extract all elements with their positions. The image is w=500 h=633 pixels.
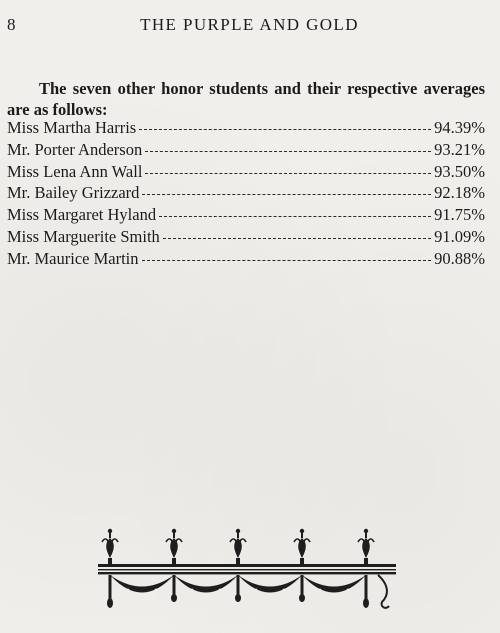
student-name: Mr. Porter Anderson bbox=[7, 139, 143, 159]
finial-icon bbox=[166, 529, 182, 564]
list-item bbox=[7, 140, 485, 162]
garland-ornament-icon bbox=[98, 528, 396, 618]
student-average: 93.50% bbox=[434, 161, 485, 181]
finial-icon bbox=[358, 529, 374, 564]
student-name: Mr. Maurice Martin bbox=[7, 248, 139, 268]
student-average: 90.88% bbox=[434, 248, 485, 268]
student-average: 91.75% bbox=[434, 205, 485, 225]
dot-leader bbox=[142, 194, 431, 195]
finial-icon bbox=[230, 529, 246, 564]
intro-text: The seven other honor students and their respective averages are as follows: bbox=[7, 78, 485, 119]
honor-students-list bbox=[7, 118, 485, 271]
dot-leader bbox=[139, 129, 431, 130]
dot-leader bbox=[145, 173, 431, 174]
list-item bbox=[7, 205, 485, 227]
student-name: Miss Margaret Hyland bbox=[7, 205, 157, 225]
student-name: Miss Lena Ann Wall bbox=[7, 161, 143, 181]
dot-leader bbox=[142, 260, 432, 261]
dot-leader bbox=[163, 238, 431, 239]
running-head: THE PURPLE AND GOLD bbox=[140, 15, 359, 34]
dot-leader bbox=[145, 151, 431, 152]
list-item bbox=[7, 162, 485, 184]
list-item bbox=[7, 227, 485, 249]
student-average: 92.18% bbox=[434, 183, 485, 203]
student-name: Miss Martha Harris bbox=[7, 118, 137, 137]
dot-leader bbox=[159, 216, 431, 217]
page-number: 8 bbox=[7, 15, 16, 34]
list-item bbox=[7, 249, 485, 271]
student-name: Miss Marguerite Smith bbox=[7, 226, 160, 246]
intro-paragraph bbox=[7, 78, 485, 120]
list-item bbox=[7, 118, 485, 140]
list-item bbox=[7, 183, 485, 205]
finial-icon bbox=[294, 529, 310, 564]
student-average: 93.21% bbox=[434, 139, 485, 159]
student-average: 94.39% bbox=[434, 118, 485, 137]
page-header bbox=[7, 13, 486, 37]
finial-icon bbox=[102, 529, 118, 564]
student-name: Mr. Bailey Grizzard bbox=[7, 183, 140, 203]
student-average: 91.09% bbox=[434, 226, 485, 246]
